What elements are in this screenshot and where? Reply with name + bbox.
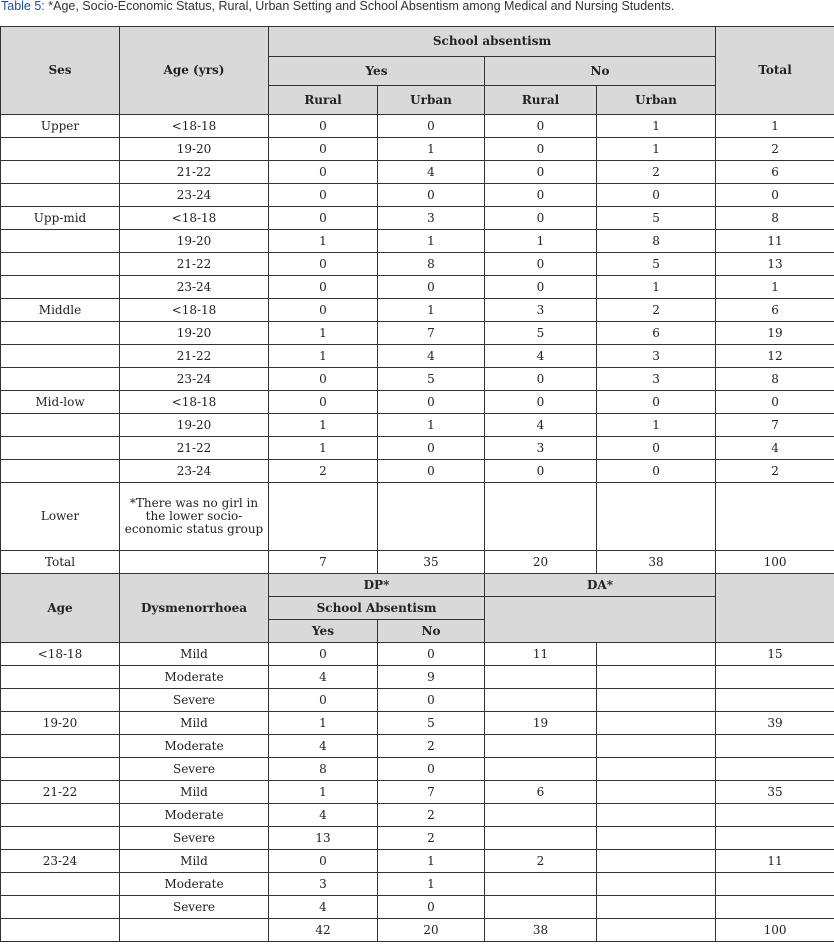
table-cell: 0	[485, 115, 597, 138]
table-cell: 11	[716, 230, 834, 253]
table-cell: 1	[716, 115, 834, 138]
header-dp-yes: Yes	[269, 620, 378, 643]
table-cell: 0	[378, 460, 485, 483]
table-cell: Middle	[1, 299, 120, 322]
table-cell	[716, 483, 834, 551]
table-cell: 7	[378, 781, 485, 804]
table-cell: 6	[597, 322, 716, 345]
table-cell: 1	[378, 138, 485, 161]
table-row	[1, 735, 834, 758]
ses-table-body	[1, 115, 834, 574]
table-cell: 9	[378, 666, 485, 689]
table-cell: 8	[716, 368, 834, 391]
table-row	[1, 804, 834, 827]
table-cell: 2	[269, 460, 378, 483]
table-cell: 19	[716, 322, 834, 345]
table-cell: 1	[378, 414, 485, 437]
table-cell: Severe	[120, 896, 269, 919]
table-cell: 0	[269, 138, 378, 161]
table-cell: 39	[716, 712, 834, 735]
table-cell	[716, 827, 834, 850]
table-cell	[716, 758, 834, 781]
table-cell: 21-22	[120, 437, 269, 460]
table-cell: Moderate	[120, 666, 269, 689]
table-cell	[597, 483, 716, 551]
table-cell: 11	[485, 643, 597, 666]
table-cell: 0	[269, 391, 378, 414]
header-yes-urban: Urban	[378, 86, 485, 115]
table-cell	[1, 345, 120, 368]
table-cell	[485, 735, 597, 758]
table-row	[1, 276, 834, 299]
table-cell	[716, 689, 834, 712]
table-cell	[1, 368, 120, 391]
table-cell: 4	[716, 437, 834, 460]
table-cell: 0	[485, 276, 597, 299]
table-row	[1, 850, 834, 873]
table-row	[1, 643, 834, 666]
table-cell	[597, 781, 716, 804]
table-row	[1, 873, 834, 896]
table-cell	[597, 735, 716, 758]
table-cell: 38	[597, 551, 716, 574]
table-cell: Severe	[120, 758, 269, 781]
table-row	[1, 483, 834, 551]
table-cell: Severe	[120, 689, 269, 712]
table-cell: 19-20	[120, 138, 269, 161]
table-cell	[716, 735, 834, 758]
table-row	[1, 414, 834, 437]
table-cell: 0	[597, 184, 716, 207]
table-cell: 19-20	[120, 322, 269, 345]
table-cell: 0	[378, 437, 485, 460]
table-cell	[1, 735, 120, 758]
table-cell: <18-18	[1, 643, 120, 666]
table-cell: 0	[269, 184, 378, 207]
table-cell: 1	[378, 850, 485, 873]
table-row	[1, 827, 834, 850]
table-cell: 23-24	[120, 276, 269, 299]
table-cell: 1	[269, 781, 378, 804]
table-cell	[1, 758, 120, 781]
table-cell	[597, 919, 716, 942]
table-cell: 13	[269, 827, 378, 850]
dysmenorrhoea-table-body	[1, 643, 834, 942]
table-row	[1, 184, 834, 207]
table-cell: Mild	[120, 712, 269, 735]
table-cell: 0	[378, 184, 485, 207]
table-row	[1, 115, 834, 138]
table-cell: 2	[716, 460, 834, 483]
table-cell: 21-22	[120, 161, 269, 184]
table-cell: Mild	[120, 643, 269, 666]
table-cell: Upp-mid	[1, 207, 120, 230]
table-cell: 0	[485, 207, 597, 230]
table-row	[1, 253, 834, 276]
table-cell	[597, 850, 716, 873]
table-cell: <18-18	[120, 391, 269, 414]
table-cell	[1, 138, 120, 161]
table-cell	[485, 804, 597, 827]
header-total: Total	[716, 27, 834, 115]
table-cell: 3	[597, 368, 716, 391]
table-cell: 5	[597, 207, 716, 230]
table-cell	[1, 827, 120, 850]
table-cell: 0	[378, 115, 485, 138]
table-cell	[485, 689, 597, 712]
table-cell: 1	[269, 322, 378, 345]
table-cell: 0	[485, 391, 597, 414]
table-cell: 35	[378, 551, 485, 574]
table-cell: Moderate	[120, 873, 269, 896]
table-cell: 0	[597, 391, 716, 414]
table-row	[1, 391, 834, 414]
table-cell: 0	[597, 460, 716, 483]
table-cell	[1, 873, 120, 896]
table-cell: 7	[378, 322, 485, 345]
table-cell	[1, 414, 120, 437]
table-row	[1, 207, 834, 230]
table-row	[1, 781, 834, 804]
table-cell: 23-24	[120, 460, 269, 483]
table-cell: 4	[485, 414, 597, 437]
table-cell	[485, 758, 597, 781]
table-cell: Mild	[120, 781, 269, 804]
table-cell: 19-20	[120, 414, 269, 437]
table-cell: Mild	[120, 850, 269, 873]
table-cell: 6	[716, 299, 834, 322]
table-cell: 2	[378, 804, 485, 827]
table-cell: Mid-low	[1, 391, 120, 414]
table-cell: 5	[597, 253, 716, 276]
table-cell: 8	[716, 207, 834, 230]
table-cell: 8	[269, 758, 378, 781]
table-cell	[1, 666, 120, 689]
header-ses: Ses	[1, 27, 120, 115]
table-cell: 0	[269, 276, 378, 299]
table-cell: 4	[269, 896, 378, 919]
table-cell: 4	[269, 804, 378, 827]
header-da-blank	[485, 597, 716, 643]
table-cell: 19-20	[120, 230, 269, 253]
table-cell: 5	[485, 322, 597, 345]
table-cell: 1	[597, 115, 716, 138]
table-cell	[597, 643, 716, 666]
table-cell: 2	[597, 161, 716, 184]
table-cell: 1	[269, 345, 378, 368]
table-cell: 0	[597, 437, 716, 460]
table-cell: Upper	[1, 115, 120, 138]
table-cell: 4	[269, 735, 378, 758]
table-cell	[1, 230, 120, 253]
header-no: No	[485, 57, 716, 86]
table-cell: 0	[378, 689, 485, 712]
header-yes-rural: Rural	[269, 86, 378, 115]
table-cell: 35	[716, 781, 834, 804]
table-cell: 12	[716, 345, 834, 368]
table-caption	[1, 0, 831, 14]
table-cell: 2	[485, 850, 597, 873]
table-cell: 4	[378, 161, 485, 184]
table-cell: 1	[716, 276, 834, 299]
table-cell: 0	[269, 643, 378, 666]
table-cell: 1	[269, 230, 378, 253]
table-cell: 1	[269, 437, 378, 460]
table-cell: 23-24	[1, 850, 120, 873]
table-cell: 11	[716, 850, 834, 873]
table-cell: 19-20	[1, 712, 120, 735]
table-cell: 6	[485, 781, 597, 804]
table-cell: 1	[378, 299, 485, 322]
table-cell: Moderate	[120, 735, 269, 758]
table-cell: 4	[269, 666, 378, 689]
table-cell: 15	[716, 643, 834, 666]
table-cell: 1	[597, 276, 716, 299]
header-dp-no: No	[378, 620, 485, 643]
table-row	[1, 712, 834, 735]
data-table	[0, 26, 834, 942]
table-cell	[1, 896, 120, 919]
table-cell	[485, 483, 597, 551]
table-cell: 21-22	[1, 781, 120, 804]
dysmenorrhoea-table-header	[1, 574, 834, 643]
table-cell	[1, 804, 120, 827]
table-cell	[120, 551, 269, 574]
ses-table-header	[1, 27, 834, 115]
table-cell: 0	[378, 276, 485, 299]
table-cell: 0	[269, 207, 378, 230]
table-cell: 8	[597, 230, 716, 253]
table-cell	[120, 919, 269, 942]
header-dp-school-absentism: School Absentism	[269, 597, 485, 620]
table-cell	[597, 896, 716, 919]
header-no-urban: Urban	[597, 86, 716, 115]
table-cell: 5	[378, 712, 485, 735]
header-no-rural: Rural	[485, 86, 597, 115]
table-row	[1, 437, 834, 460]
table-cell	[597, 666, 716, 689]
table-cell: 100	[716, 551, 834, 574]
header-dp: DP*	[269, 574, 485, 597]
table-cell: 4	[378, 345, 485, 368]
table-cell: 0	[485, 138, 597, 161]
table-cell	[378, 483, 485, 551]
header-da: DA*	[485, 574, 716, 597]
table-row	[1, 322, 834, 345]
table-cell	[485, 827, 597, 850]
table-cell	[597, 689, 716, 712]
table-caption-text: *Age, Socio-Economic Status, Rural, Urban Setting and School Absentism among Medical and Nursing Students.	[44, 0, 675, 13]
table-cell: 0	[485, 253, 597, 276]
table-cell: <18-18	[120, 115, 269, 138]
table-cell	[485, 896, 597, 919]
table-cell	[1, 276, 120, 299]
table-cell	[1, 161, 120, 184]
table-cell: 0	[269, 253, 378, 276]
table-cell	[485, 873, 597, 896]
table-row	[1, 299, 834, 322]
table-cell	[597, 873, 716, 896]
table-row	[1, 758, 834, 781]
table-row	[1, 161, 834, 184]
table-cell: 1	[378, 230, 485, 253]
table-cell: 0	[269, 115, 378, 138]
table-cell	[597, 712, 716, 735]
table-cell: 0	[378, 758, 485, 781]
table-cell: 2	[597, 299, 716, 322]
table-caption-label: Table 5:	[1, 0, 45, 13]
table-cell: 3	[378, 207, 485, 230]
table-cell	[269, 483, 378, 551]
table-cell	[597, 804, 716, 827]
table-cell: 0	[378, 643, 485, 666]
table-cell: 0	[378, 391, 485, 414]
table-cell: 0	[269, 161, 378, 184]
table-cell: 100	[716, 919, 834, 942]
table-cell: 4	[485, 345, 597, 368]
table-cell: 3	[485, 299, 597, 322]
header-dysmenorrhoea: Dysmenorrhoea	[120, 574, 269, 643]
table-cell: Moderate	[120, 804, 269, 827]
table-cell: 13	[716, 253, 834, 276]
table-cell: 0	[485, 161, 597, 184]
table-cell: 3	[485, 437, 597, 460]
table-cell: 1	[597, 414, 716, 437]
table-cell: 0	[269, 368, 378, 391]
table-cell: 5	[378, 368, 485, 391]
table-cell: 8	[378, 253, 485, 276]
table-cell: 1	[269, 712, 378, 735]
table-cell: 23-24	[120, 368, 269, 391]
table-cell: 2	[378, 735, 485, 758]
table-cell	[716, 666, 834, 689]
table-cell	[716, 804, 834, 827]
table-cell	[597, 827, 716, 850]
table-cell	[1, 460, 120, 483]
table-cell: 7	[269, 551, 378, 574]
table-cell: Severe	[120, 827, 269, 850]
table-cell: 38	[485, 919, 597, 942]
table-cell: 0	[269, 850, 378, 873]
table-cell	[1, 322, 120, 345]
table-row	[1, 689, 834, 712]
table-cell: 2	[378, 827, 485, 850]
table-row	[1, 666, 834, 689]
table-cell: 3	[269, 873, 378, 896]
table-row	[1, 551, 834, 574]
table-cell: 0	[485, 460, 597, 483]
table-row	[1, 919, 834, 942]
table-cell: Total	[1, 551, 120, 574]
table-cell: Lower	[1, 483, 120, 551]
table-cell: 1	[597, 138, 716, 161]
table-cell: 0	[378, 896, 485, 919]
table-cell: 0	[269, 299, 378, 322]
table-cell: 20	[378, 919, 485, 942]
table-cell	[1, 437, 120, 460]
table-cell: 2	[716, 138, 834, 161]
header-blank	[716, 574, 834, 643]
header-yes: Yes	[269, 57, 485, 86]
table-cell	[597, 758, 716, 781]
header-school-absentism: School absentism	[269, 27, 716, 57]
table-row	[1, 460, 834, 483]
header-age: Age	[1, 574, 120, 643]
table-cell: 6	[716, 161, 834, 184]
table-cell: 1	[269, 414, 378, 437]
lower-ses-note: *There was no girl in the lower socio-economic status group	[120, 483, 269, 551]
table-cell: <18-18	[120, 207, 269, 230]
table-cell: 0	[269, 689, 378, 712]
table-cell	[1, 919, 120, 942]
table-cell: 7	[716, 414, 834, 437]
table-cell	[716, 873, 834, 896]
table-cell	[485, 666, 597, 689]
table-cell: 0	[716, 184, 834, 207]
table-cell: 19	[485, 712, 597, 735]
table-cell: 1	[485, 230, 597, 253]
table-cell: 21-22	[120, 253, 269, 276]
table-cell: 23-24	[120, 184, 269, 207]
table-row	[1, 368, 834, 391]
table-cell: 20	[485, 551, 597, 574]
table-cell: 3	[597, 345, 716, 368]
table-cell: 0	[485, 184, 597, 207]
table-cell: 21-22	[120, 345, 269, 368]
table-cell	[1, 184, 120, 207]
header-age-yrs: Age (yrs)	[120, 27, 269, 115]
table-cell: 42	[269, 919, 378, 942]
table-row	[1, 138, 834, 161]
table-cell	[716, 896, 834, 919]
table-cell: 0	[485, 368, 597, 391]
table-row	[1, 345, 834, 368]
table-row	[1, 230, 834, 253]
table-cell: <18-18	[120, 299, 269, 322]
table-cell: 0	[716, 391, 834, 414]
table-cell	[1, 689, 120, 712]
table-cell: 1	[378, 873, 485, 896]
table-row	[1, 896, 834, 919]
table-cell	[1, 253, 120, 276]
